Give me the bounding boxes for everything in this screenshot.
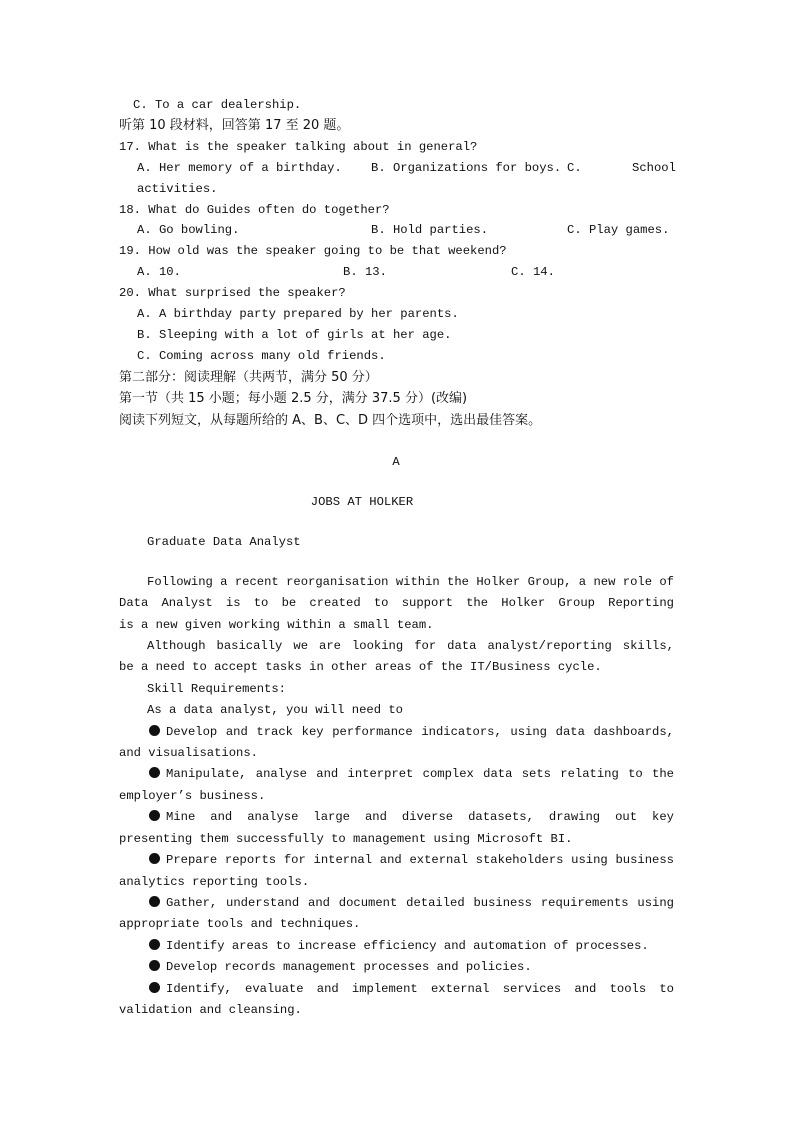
bullet-dot-icon [149, 853, 160, 864]
q20-option-b: B. Sleeping with a lot of girls at her age. [137, 328, 452, 342]
bullet-item-2-line2: employer’s business. [119, 789, 266, 803]
bullet-dot-icon [149, 810, 160, 821]
bullet-item-8-line2: validation and cleansing. [119, 1003, 302, 1017]
para2-line2: be a need to accept tasks in other areas of the IT/Business cycle. [119, 660, 602, 674]
section-10-instructions: 听第 10 段材料，回答第 17 至 20 题。 [119, 118, 350, 133]
bullet-item-5-line1: Gather, understand and document detailed business requirements using [149, 895, 674, 911]
bullet-dot-icon [149, 960, 160, 971]
passage-letter: A [392, 455, 400, 469]
bullet-item-5-line2: appropriate tools and techniques. [119, 917, 361, 931]
passage-title: JOBS AT HOLKER [310, 495, 414, 509]
q17-option-b: B. Organizations for boys. [371, 161, 562, 175]
q20-question: 20. What surprised the speaker? [119, 286, 346, 300]
q16-option-c: C. To a car dealership. [133, 98, 302, 112]
q19-option-a: A. 10. [137, 265, 181, 279]
bullet-item-1-line2: and visualisations. [119, 746, 258, 760]
skills-intro: As a data analyst, you will need to [147, 703, 403, 717]
job-title: Graduate Data Analyst [147, 535, 301, 549]
q19-question: 19. How old was the speaker going to be that weekend? [119, 244, 507, 258]
q19-option-b: B. 13. [343, 265, 387, 279]
section-one-title: 第一节（共 15 小题；每小题 2.5 分，满分 37.5 分）(改编) [119, 391, 468, 406]
para2-line1: Although basically we are looking for data analyst/reporting skills, [147, 639, 674, 653]
q17-option-c-word: School [632, 161, 676, 175]
bullet-item-6: Identify areas to increase efficiency and automation of processes. [149, 938, 649, 954]
q17-option-c-continued: activities. [137, 182, 218, 196]
bullet-item-3-line2: presenting them successfully to management using Microsoft BI. [119, 832, 573, 846]
bullet-item-1-line1: Develop and track key performance indicators, using data dashboards, [149, 724, 674, 740]
bullet-item-3-line1: Mine and analyse large and diverse datasets, drawing out key [149, 809, 674, 825]
q18-question: 18. What do Guides often do together? [119, 203, 390, 217]
q18-option-b: B. Hold parties. [371, 223, 489, 237]
reading-instructions: 阅读下列短文，从每题所给的 A、B、C、D 四个选项中，选出最佳答案。 [119, 413, 542, 428]
bullet-item-2-line1: Manipulate, analyse and interpret complex data sets relating to the [149, 766, 674, 782]
bullet-dot-icon [149, 725, 160, 736]
q20-option-a: A. A birthday party prepared by her parents. [137, 307, 459, 321]
q17-option-c-label: C. [567, 161, 582, 175]
q18-option-a: A. Go bowling. [137, 223, 240, 237]
q19-option-c: C. 14. [511, 265, 555, 279]
bullet-item-7: Develop records management processes and policies. [149, 959, 532, 975]
part-two-title: 第二部分：阅读理解（共两节，满分 50 分） [119, 370, 378, 385]
q18-option-c: C. Play games. [567, 223, 670, 237]
bullet-item-8-line1: Identify, evaluate and implement external services and tools to [149, 981, 674, 997]
q20-option-c: C. Coming across many old friends. [137, 349, 386, 363]
bullet-dot-icon [149, 982, 160, 993]
para1-line1: Following a recent reorganisation within the Holker Group, a new role of [147, 575, 674, 589]
bullet-dot-icon [149, 896, 160, 907]
bullet-dot-icon [149, 939, 160, 950]
bullet-item-4-line1: Prepare reports for internal and external stakeholders using business [149, 852, 674, 868]
bullet-item-4-line2: analytics reporting tools. [119, 875, 310, 889]
bullet-dot-icon [149, 767, 160, 778]
para1-line2: Data Analyst is to be created to support the Holker Group Reporting [119, 596, 674, 610]
skills-heading: Skill Requirements: [147, 682, 286, 696]
para1-line3: is a new given working within a small team. [119, 618, 434, 632]
q17-option-a: A. Her memory of a birthday. [137, 161, 342, 175]
q17-question: 17. What is the speaker talking about in general? [119, 140, 478, 154]
